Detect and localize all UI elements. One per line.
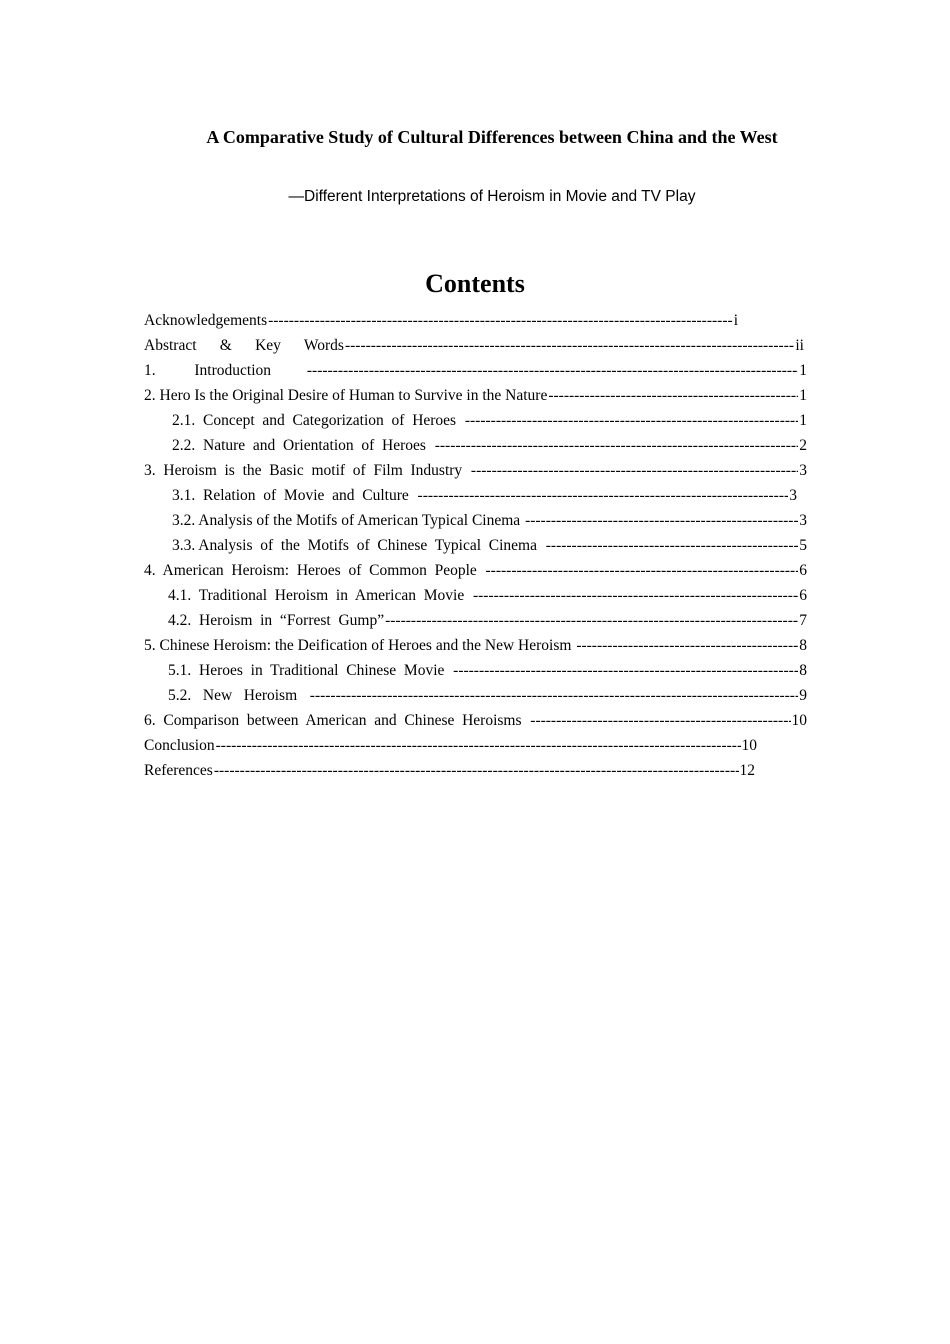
toc-dot-leader <box>307 361 798 381</box>
toc-dot-leader <box>548 386 798 406</box>
toc-entry-label: 4. American Heroism: Heroes of Common People <box>144 561 485 579</box>
toc-entry-page: 10 <box>791 711 807 729</box>
contents-heading: Contents <box>425 269 525 298</box>
toc-entry-label: 3.2. Analysis of the Motifs of American Typical Cinema <box>172 511 525 529</box>
toc-entry-page: 7 <box>799 611 807 629</box>
toc-entry-label: 3.3. Analysis of the Motifs of Chinese Typical Cinema <box>172 536 545 554</box>
toc-entry-label: 1. Introduction <box>144 361 306 379</box>
toc-entry-references[interactable] <box>144 758 755 783</box>
toc-entry-page: 1 <box>799 361 807 379</box>
toc-entry-label: 3. Heroism is the Basic motif of Film Industry <box>144 461 470 479</box>
toc-dot-leader <box>435 436 799 456</box>
toc-dot-leader <box>345 336 794 356</box>
toc-dot-leader <box>418 486 789 506</box>
toc-dot-leader <box>486 561 799 581</box>
toc-entry-page: 1 <box>799 411 807 429</box>
toc-entry-page: 3 <box>799 461 807 479</box>
toc-dot-leader <box>576 636 798 656</box>
toc-entry-label: 5. Chinese Heroism: the Deification of Heroes and the New Heroism <box>144 636 576 654</box>
toc-dot-leader <box>216 736 741 756</box>
toc-entry-section-5-1[interactable] <box>168 658 807 683</box>
toc-entry-label: Conclusion <box>144 736 215 754</box>
toc-entry-label: 2.2. Nature and Orientation of Heroes <box>172 436 434 454</box>
toc-entry-section-2-1[interactable] <box>172 408 807 433</box>
toc-entry-page: 5 <box>799 536 807 554</box>
toc-entry-chapter-5[interactable] <box>144 633 807 658</box>
toc-entry-label: 3.1. Relation of Movie and Culture <box>172 486 417 504</box>
toc-entry-page: 8 <box>799 661 807 679</box>
toc-entry-section-2-2[interactable] <box>172 433 807 458</box>
toc-entry-label: 4.1. Traditional Heroism in American Movie <box>168 586 472 604</box>
toc-entry-label: Acknowledgements <box>144 311 268 329</box>
toc-dot-leader <box>385 611 798 631</box>
toc-entry-label: 2. Hero Is the Original Desire of Human to Survive in the Nature <box>144 386 548 404</box>
toc-entry-acknowledgements[interactable] <box>144 308 738 333</box>
toc-dot-leader <box>473 586 798 606</box>
toc-entry-conclusion[interactable] <box>144 733 757 758</box>
toc-dot-leader <box>546 536 799 556</box>
toc-entry-page: 9 <box>799 686 807 704</box>
toc-entry-introduction[interactable] <box>144 358 807 383</box>
toc-entry-section-4-2[interactable] <box>168 608 807 633</box>
toc-entry-chapter-3[interactable] <box>144 458 807 483</box>
toc-dot-leader <box>530 711 790 731</box>
toc-entry-section-4-1[interactable] <box>168 583 807 608</box>
toc-entry-section-5-2[interactable] <box>168 683 807 708</box>
toc-dot-leader <box>310 686 798 706</box>
toc-entry-page: 8 <box>799 636 807 654</box>
toc-dot-leader <box>471 461 798 481</box>
toc-entry-page: 3 <box>789 486 797 504</box>
toc-entry-label: 5.2. New Heroism <box>168 686 309 704</box>
toc-entry-page: 6 <box>799 586 807 604</box>
toc-entry-section-3-1[interactable] <box>172 483 797 508</box>
toc-dot-leader <box>214 761 739 781</box>
toc-entry-page: 3 <box>799 511 807 529</box>
document-title: A Comparative Study of Cultural Differences between China and the West <box>206 127 778 147</box>
toc-dot-leader <box>525 511 798 531</box>
toc-entry-label: 5.1. Heroes in Traditional Chinese Movie <box>168 661 453 679</box>
toc-entry-page: 1 <box>799 386 807 404</box>
toc-dot-leader <box>465 411 798 431</box>
toc-entry-abstract[interactable] <box>144 333 804 358</box>
toc-entry-label: Abstract & Key Words <box>144 336 344 354</box>
toc-entry-section-3-2[interactable] <box>172 508 807 533</box>
toc-entry-page: 2 <box>799 436 807 454</box>
toc-entry-page: ii <box>795 336 804 354</box>
toc-entry-page: i <box>733 311 738 329</box>
toc-entry-page: 6 <box>799 561 807 579</box>
toc-entry-label: References <box>144 761 213 779</box>
toc-entry-label: 2.1. Concept and Categorization of Heroes <box>172 411 464 429</box>
document-subtitle: —Different Interpretations of Heroism in Movie and TV Play <box>288 188 696 205</box>
toc-dot-leader <box>453 661 798 681</box>
toc-dot-leader <box>268 311 733 331</box>
toc-entry-label: 4.2. Heroism in “Forrest Gump” <box>168 611 385 629</box>
toc-entry-chapter-4[interactable] <box>144 558 807 583</box>
toc-entry-chapter-6[interactable] <box>144 708 807 733</box>
toc-entry-section-3-3[interactable] <box>172 533 807 558</box>
toc-entry-page: 10 <box>741 736 757 754</box>
toc-entry-page: 12 <box>739 761 755 779</box>
toc-entry-label: 6. Comparison between American and Chinese Heroisms <box>144 711 530 729</box>
toc-entry-chapter-2[interactable] <box>144 383 807 408</box>
